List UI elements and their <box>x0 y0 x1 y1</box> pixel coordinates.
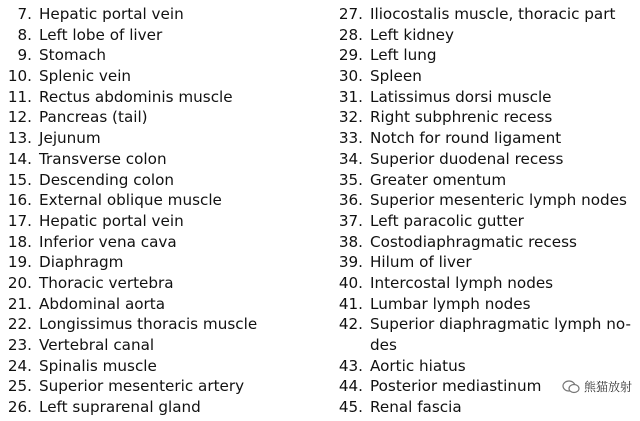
legend-label: Superior mesenteric lymph nodes <box>370 191 627 210</box>
legend-number: 43. <box>338 356 363 375</box>
legend-item <box>331 273 637 294</box>
legend-number: 37. <box>338 211 363 230</box>
legend-item <box>0 4 300 25</box>
legend-label-continuation: des <box>370 336 397 355</box>
legend-number: 30. <box>338 67 363 86</box>
legend-label: Superior duodenal recess <box>370 149 564 168</box>
legend-item <box>0 252 300 273</box>
legend-number: 33. <box>338 129 363 148</box>
legend-number: 10. <box>7 67 32 86</box>
legend-number: 40. <box>338 273 363 292</box>
legend-number: 15. <box>7 170 32 189</box>
legend-label: Superior diaphragmatic lymph no- <box>370 315 631 334</box>
legend-item <box>331 232 637 253</box>
legend-number: 23. <box>7 336 32 354</box>
legend-item <box>331 314 637 335</box>
legend-label: Hilum of liver <box>370 253 472 272</box>
legend-item <box>0 314 300 335</box>
legend-item <box>0 294 300 315</box>
legend-label: Left suprarenal gland <box>39 398 201 417</box>
legend-number: 8. <box>17 25 32 44</box>
legend-label: Stomach <box>39 46 106 65</box>
legend-label: Costodiaphragmatic recess <box>370 232 577 251</box>
legend-number: 26. <box>7 398 32 417</box>
legend-item <box>0 25 300 46</box>
legend-item <box>331 294 637 315</box>
legend-label: Left lung <box>370 46 437 65</box>
legend-label: External oblique muscle <box>39 191 222 210</box>
legend-item <box>331 66 637 87</box>
legend-label: Spinalis muscle <box>39 356 157 375</box>
legend-label: Descending colon <box>39 170 175 189</box>
legend-number: 21. <box>7 294 32 313</box>
legend-number: 9. <box>17 46 32 65</box>
legend-item <box>331 149 637 170</box>
legend-number: 39. <box>338 253 363 272</box>
legend-number: 7. <box>17 5 32 23</box>
legend-label: Diaphragm <box>39 253 124 272</box>
legend-item <box>0 107 300 128</box>
legend-label: Renal fascia <box>370 398 462 417</box>
legend-label: Superior mesenteric artery <box>39 377 245 396</box>
legend-number: 31. <box>338 87 363 106</box>
legend-label: Hepatic portal vein <box>39 5 184 23</box>
legend-item <box>331 25 637 46</box>
legend-number: 38. <box>338 232 363 251</box>
legend-number: 42. <box>338 315 363 334</box>
legend-label: Greater omentum <box>370 170 507 189</box>
legend-label: Aortic hiatus <box>370 356 466 375</box>
legend-number: 13. <box>7 129 32 148</box>
legend-number: 45. <box>338 398 363 417</box>
legend-number: 44. <box>338 377 363 396</box>
legend-number: 29. <box>338 46 363 65</box>
legend-item <box>0 397 300 418</box>
legend-item <box>331 211 637 232</box>
legend-item <box>0 149 300 170</box>
legend-number: 32. <box>338 108 363 127</box>
legend-label: Left kidney <box>370 25 455 44</box>
legend-number: 27. <box>338 5 363 23</box>
legend-label: Jejunum <box>39 129 101 148</box>
legend-number: 36. <box>338 191 363 210</box>
legend-item <box>0 273 300 294</box>
legend-label: Longissimus thoracis muscle <box>39 315 258 334</box>
legend-item <box>331 45 637 66</box>
legend-label: Pancreas (tail) <box>39 108 148 127</box>
legend-label: Left lobe of liver <box>39 25 163 44</box>
legend-label: Latissimus dorsi muscle <box>370 87 552 106</box>
legend-item <box>331 397 637 418</box>
legend-label: Notch for round ligament <box>370 129 562 148</box>
legend-item <box>0 211 300 232</box>
legend-number: 19. <box>7 253 32 272</box>
legend-number: 18. <box>7 232 32 251</box>
legend-number: 34. <box>338 149 363 168</box>
wechat-icon <box>562 380 580 394</box>
legend-number: 41. <box>338 294 363 313</box>
legend-label: Left paracolic gutter <box>370 211 524 230</box>
legend-number: 25. <box>7 377 32 396</box>
legend-label: Lumbar lymph nodes <box>370 294 531 313</box>
legend-number: 16. <box>7 191 32 210</box>
legend-number: 14. <box>7 149 32 168</box>
legend-label: Splenic vein <box>39 67 132 86</box>
legend-item <box>0 376 300 397</box>
legend-item <box>331 170 637 191</box>
legend-label: Inferior vena cava <box>39 232 177 251</box>
legend-item <box>331 87 637 108</box>
legend-item <box>0 232 300 253</box>
legend-list-right <box>331 4 637 418</box>
legend-item <box>0 170 300 191</box>
legend-label: Rectus abdominis muscle <box>39 87 233 106</box>
legend-item <box>0 356 300 377</box>
legend-number: 22. <box>7 315 32 334</box>
legend-item <box>0 335 300 356</box>
legend-number: 24. <box>7 356 32 375</box>
legend-item <box>331 252 637 273</box>
legend-number: 20. <box>7 273 32 292</box>
legend-list-left <box>0 4 300 418</box>
legend-label: Iliocostalis muscle, thoracic part <box>370 5 616 23</box>
watermark <box>560 378 634 395</box>
legend-label: Transverse colon <box>39 149 167 168</box>
legend-label: Vertebral canal <box>39 336 155 354</box>
legend-number: 17. <box>7 211 32 230</box>
legend-item <box>0 128 300 149</box>
legend-number: 12. <box>7 108 32 127</box>
legend-label: Thoracic vertebra <box>39 273 174 292</box>
legend-item <box>331 4 637 25</box>
legend-number: 35. <box>338 170 363 189</box>
legend-label: Abdominal aorta <box>39 294 166 313</box>
legend-item <box>0 87 300 108</box>
legend-label: Spleen <box>370 67 422 86</box>
legend-item <box>331 356 637 377</box>
legend-label: Right subphrenic recess <box>370 108 553 127</box>
legend-item <box>331 107 637 128</box>
watermark-text: 熊猫放射 <box>583 380 632 394</box>
legend-item <box>331 190 637 211</box>
legend-number: 11. <box>7 87 32 106</box>
legend-label: Hepatic portal vein <box>39 211 184 230</box>
legend-label: Intercostal lymph nodes <box>370 273 554 292</box>
legend-label: Posterior mediastinum <box>370 377 542 396</box>
legend-item <box>0 190 300 211</box>
legend-item <box>331 128 637 149</box>
legend-item <box>0 66 300 87</box>
legend-number: 28. <box>338 25 363 44</box>
legend-item <box>0 45 300 66</box>
